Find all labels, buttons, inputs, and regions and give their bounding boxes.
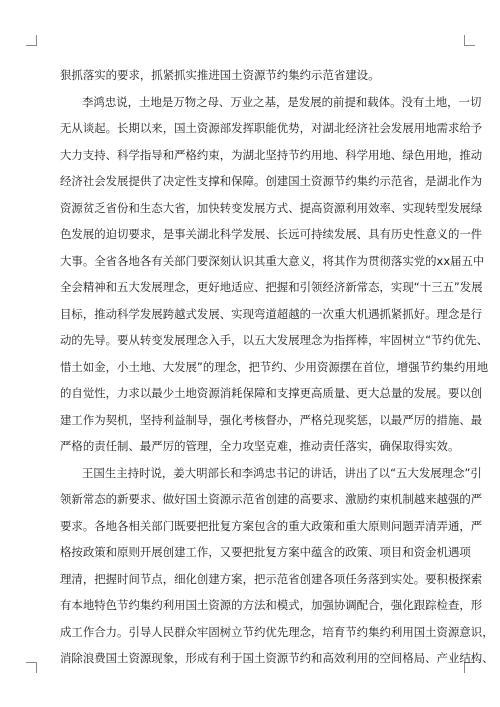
- text-line: 全会精神和五大发展理念，更好地适应、把握和引领经济新常态，实现“十三五”发展: [60, 280, 483, 294]
- text-line: 无从谈起。长期以来，国土资源部发挥职能优势，对湖北经济社会发展用地需求给予: [60, 121, 483, 135]
- text-line: 狠抓落实的要求，抓紧抓实推进国土资源节约集约示范省建设。: [60, 68, 380, 82]
- text-line: 色发展的迫切要求，是事关湖北科学发展、长远可持续发展、具有历史性意义的一件: [60, 227, 483, 241]
- text-line: 李鸿忠说，土地是万物之母、万业之基，是发展的前提和载体。没有土地，一切: [82, 94, 482, 109]
- text-line: 大事。全省各地各有关部门要深刻认识其重大意义，将其作为贯彻落实党的xx届五中: [60, 253, 485, 268]
- text-line: 有本地特色节约集约利用国土资源的方法和模式，加强协调配合，强化跟踪检查，形: [60, 598, 483, 612]
- text-line: 目标，推动科学发展跨越式发展、实现弯道超越的一次重大机遇抓紧抓好。理念是行: [60, 306, 483, 321]
- text-line: 理清，把握时间节点，细化创建方案，把示范省创建各项任务落到实处。要积极探索: [60, 571, 483, 586]
- crop-mark-top-right: [464, 35, 475, 46]
- text-line: 严格的责任制、最严厉的管理，全力攻坚克难，推动责任落实，确保取得实效。: [60, 439, 460, 453]
- text-line: 资源贫乏省份和生态大省，加快转变发展方式、提高资源利用效率、实现转型发展绿: [60, 200, 483, 215]
- text-line: 动的先导。要从转变发展理念入手，以五大发展理念为指挥棒，牢固树立“节约优先、: [60, 333, 489, 347]
- text-line: 王国生主持时说，姜大明部长和李鸿忠书记的讲话，讲出了以“五大发展理念”引: [82, 465, 482, 480]
- body-text: [60, 62, 494, 672]
- text-line: 惜土如金，小土地、大发展”的理念，把节约、少用资源摆在首位，增强节约集约用地: [60, 359, 489, 374]
- text-line: 的自觉性，力求以最少土地资源消耗保障和支撑更高质量、更大总量的发展。要以创: [60, 386, 483, 400]
- text-line: 领新常态的新要求、做好国土资源示范省创建的高要求、激励约束机制越来越强的严: [60, 492, 483, 506]
- text-line: 大力支持、科学指导和严格约束，为湖北坚持节约用地、科学用地、绿色用地，推动: [60, 147, 483, 162]
- text-line: 建工作为契机，坚持利益制导，强化考核督办，严格兑现奖惩，以最严厉的措施、最: [60, 412, 483, 427]
- text-line: 要求。各地各相关部门既要把批复方案包含的重大政策和重大原则问题弄清弄通，严: [60, 518, 483, 533]
- crop-mark-top-left: [26, 35, 37, 46]
- text-line: 经济社会发展提供了决定性支撑和保障。创建国土资源节约集约示范省，是湖北作为: [60, 174, 483, 188]
- text-line: 消除浪费国土资源现象，形成有利于国土资源节约和高效利用的空间格局、产业结构、: [60, 651, 494, 665]
- text-line: 格按政策和原则开展创建工作，又要把批复方案中蕴含的政策、项目和资金机遇项: [60, 545, 471, 559]
- text-line: 成工作合力。引导人民群众牢固树立节约优先理念，培育节约集约利用国土资源意识，: [60, 624, 494, 639]
- crop-mark-bottom-left: [26, 662, 37, 673]
